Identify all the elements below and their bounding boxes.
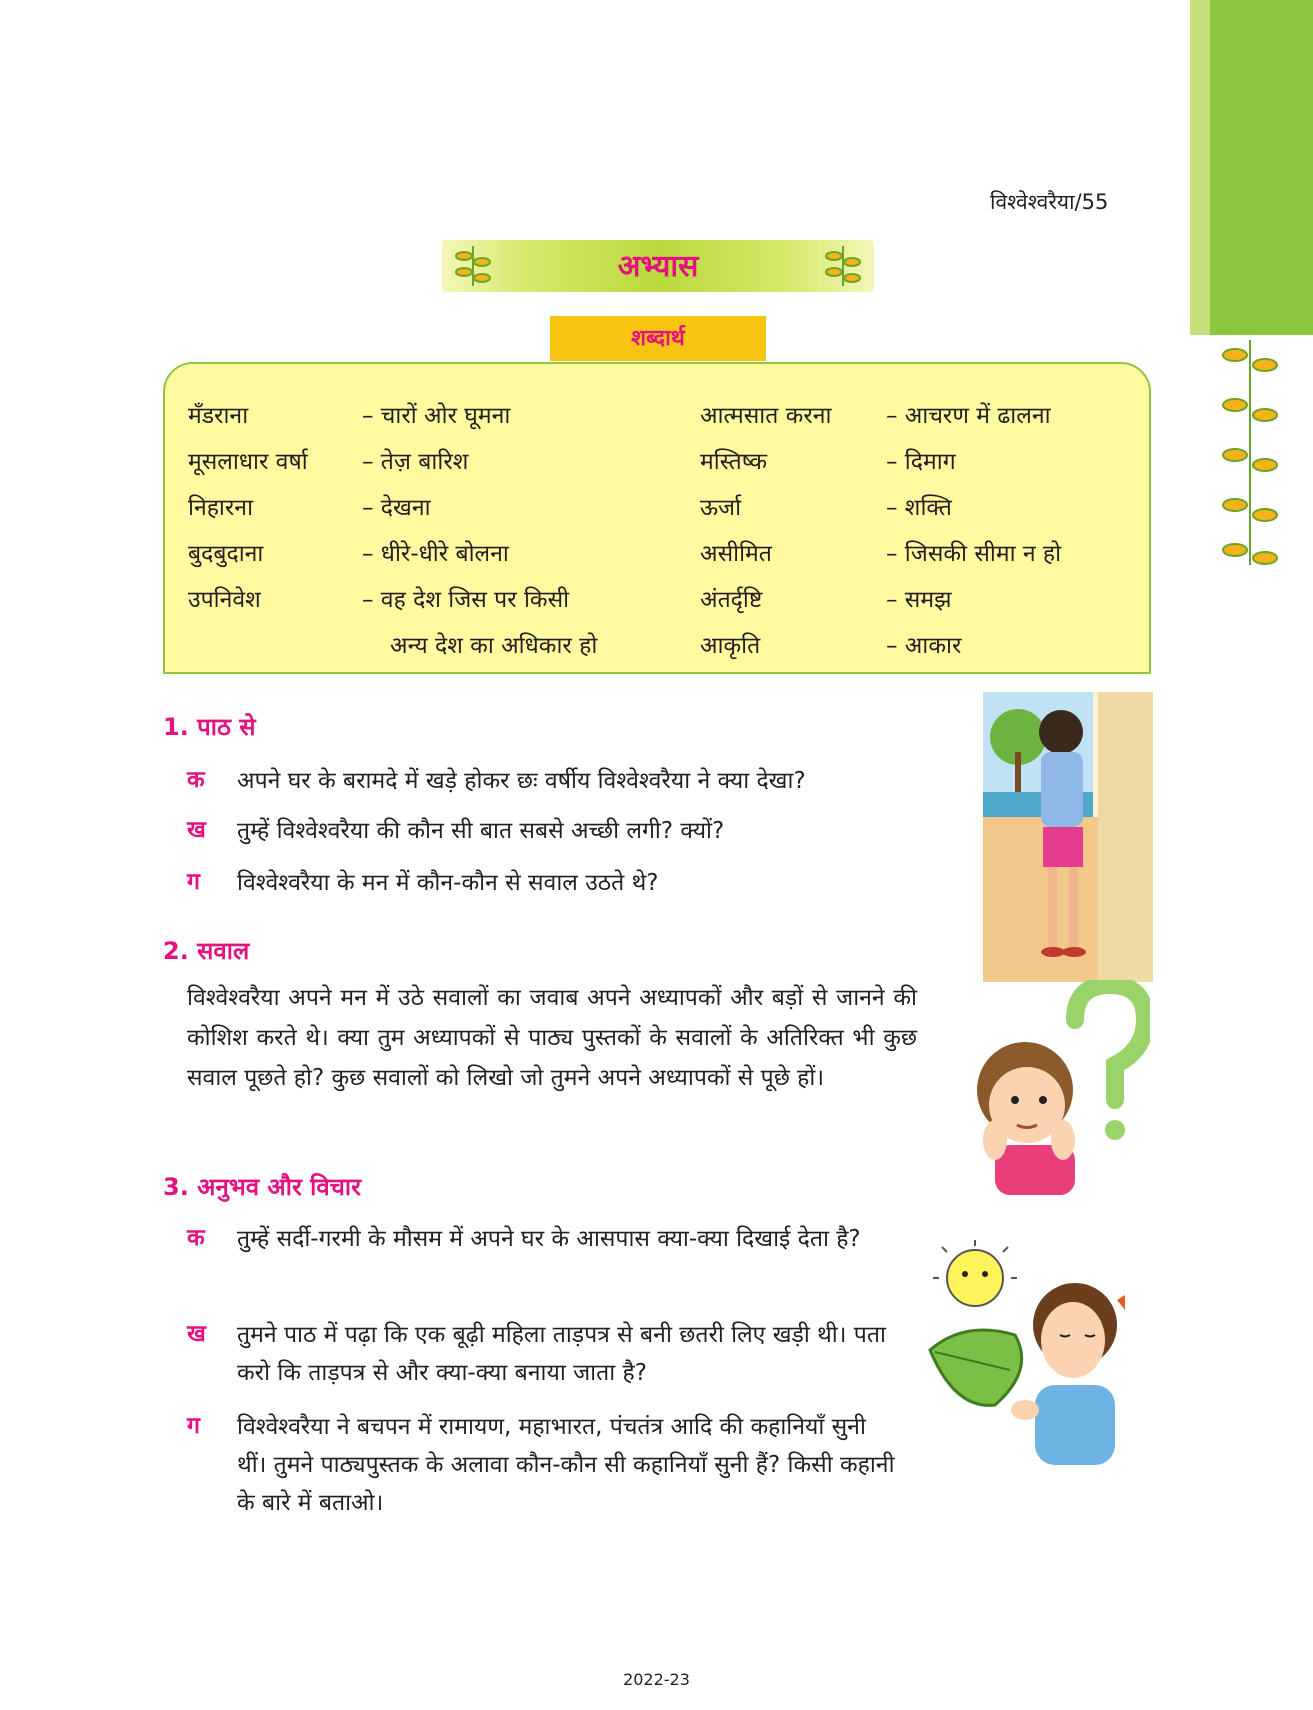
section-heading: 1. पाठ से <box>163 713 256 741</box>
question-text: विश्वेश्वरैया ने बचपन में रामायण, महाभारत, पंचतंत्र आदि की कहानियाँ सुनी थीं। तुमने पाठ्यपुस्तक के अलावा कौन-कौन सी कहानियाँ सुनी हैं? किसी कहानी के बारे में बताओ। <box>237 1414 895 1516</box>
glossary-word: निहारना <box>188 495 254 521</box>
girl-question-illustration <box>955 980 1150 1200</box>
glossary-meaning: – चारों ओर घूमना <box>362 403 511 429</box>
question-text: तुमने पाठ में पढ़ा कि एक बूढ़ी महिला ताड़पत्र से बनी छतरी लिए खड़ी थी। पता करो कि ताड़पत्र से और क्या-क्या बनाया जाता है? <box>237 1322 886 1386</box>
footer-year: 2022-23 <box>623 1670 690 1689</box>
glossary-word: अंतर्दृष्टि <box>700 587 763 613</box>
glossary-meaning: – दिमाग <box>886 449 956 475</box>
glossary-meaning: – आकार <box>886 633 962 659</box>
glossary-label: शब्दार्थ <box>631 326 685 351</box>
question-label: ख <box>187 817 206 843</box>
question-label: क <box>187 1225 205 1251</box>
glossary-word: ऊर्जा <box>700 495 742 521</box>
glossary-meaning: – तेज़ बारिश <box>362 449 469 475</box>
banner-title: अभ्यास <box>617 249 699 284</box>
sprig-icon <box>1190 330 1313 575</box>
glossary-meaning: – जिसकी सीमा न हो <box>886 541 1062 567</box>
question-label: ग <box>187 869 200 895</box>
glossary-word: बुदबुदाना <box>188 541 264 567</box>
glossary-word: मँडराना <box>188 403 249 429</box>
page-title: विश्वेश्वरैया/55 <box>990 190 1109 214</box>
side-bar <box>1210 0 1313 335</box>
section-heading: 2. सवाल <box>163 937 250 965</box>
glossary-meaning: – धीरे-धीरे बोलना <box>362 541 509 567</box>
question-text: तुम्हें सर्दी-गरमी के मौसम में अपने घर के आसपास क्या-क्या दिखाई देता है? <box>237 1226 861 1252</box>
side-bar-light <box>1190 0 1210 335</box>
glossary-word: आत्मसात करना <box>700 403 832 429</box>
glossary-tab <box>550 316 766 361</box>
glossary-meaning: – देखना <box>362 495 431 521</box>
question-label: ग <box>187 1413 200 1439</box>
question-text: अपने घर के बरामदे में खड़े होकर छः वर्षीय विश्वेश्वरैया ने क्या देखा? <box>237 768 806 794</box>
question-label: ख <box>187 1321 206 1347</box>
glossary-meaning: – समझ <box>886 587 952 613</box>
glossary-word: मस्तिष्क <box>700 449 768 475</box>
glossary-word: उपनिवेश <box>188 587 261 613</box>
sprig-icon <box>818 242 868 290</box>
glossary-meaning: – वह देश जिस पर किसी <box>362 587 570 613</box>
section-paragraph: विश्वेश्वरैया अपने मन में उठे सवालों का जवाब अपने अध्यापकों और बड़ों से जानने की कोशिश करते थे। क्या तुम अध्यापकों से पाठ्य पुस्तकों के सवालों के अतिरिक्त भी कुछ सवाल पूछते हो? कुछ सवालों को लिखो जो तुमने अपने अध्यापकों से पूछे हों। <box>187 985 917 1091</box>
glossary-word: आकृति <box>700 633 761 659</box>
boy-illustration <box>983 692 1153 982</box>
section-heading: 3. अनुभव और विचार <box>163 1173 361 1201</box>
glossary-word: असीमित <box>700 541 772 567</box>
glossary-meaning: – शक्ति <box>886 495 952 521</box>
glossary-meaning: अन्य देश का अधिकार हो <box>390 633 598 659</box>
question-label: क <box>187 767 205 793</box>
question-text: तुम्हें विश्वेश्वरैया की कौन सी बात सबसे अच्छी लगी? क्यों? <box>237 818 725 844</box>
glossary-word: मूसलाधार वर्षा <box>188 449 308 475</box>
exercise-banner <box>442 240 874 292</box>
glossary-meaning: – आचरण में ढालना <box>886 403 1051 429</box>
girl-leaf-sun-illustration <box>925 1240 1130 1465</box>
question-text: विश्वेश्वरैया के मन में कौन-कौन से सवाल उठते थे? <box>237 870 659 896</box>
